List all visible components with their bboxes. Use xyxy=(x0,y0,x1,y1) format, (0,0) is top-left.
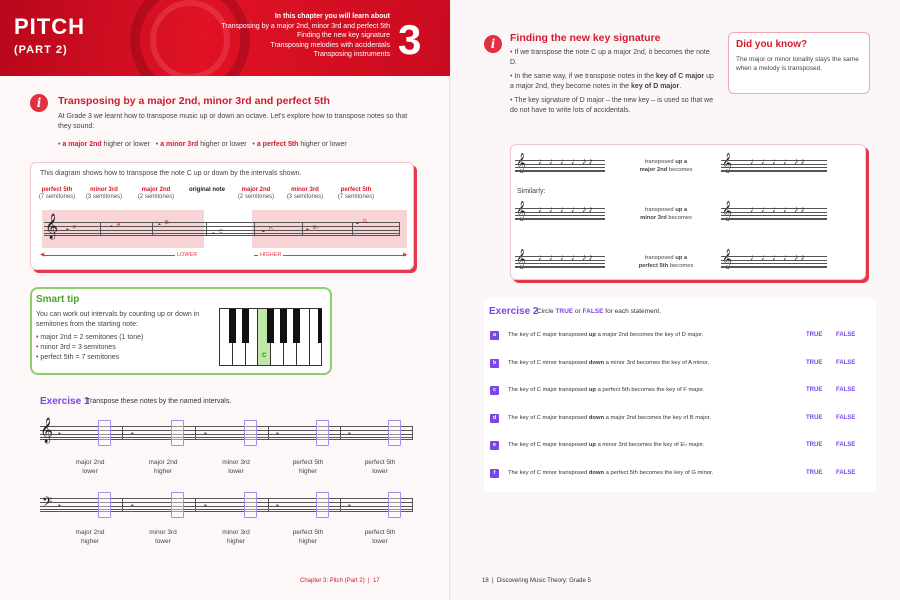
question-letter: d xyxy=(490,414,499,423)
contents-item: Finding the new key signature xyxy=(297,32,390,39)
info-icon: i xyxy=(484,35,502,53)
info-icon: i xyxy=(30,94,48,112)
question-post: a perfect 5th becomes the key of F major. xyxy=(595,387,705,393)
question-letter: a xyxy=(490,331,499,340)
answer-box[interactable] xyxy=(316,492,329,518)
given-note: 𝅝 xyxy=(348,500,351,508)
question-text xyxy=(508,470,713,476)
interval-bullets xyxy=(58,140,438,150)
question-direction: up xyxy=(588,442,596,448)
barline xyxy=(254,222,255,236)
barline xyxy=(340,426,341,440)
interval-caption xyxy=(278,528,338,546)
key-bullet: • If we transpose the note C up a major 2nd, it becomes the note D. xyxy=(510,49,710,66)
caption-line xyxy=(626,206,706,214)
caption-pre: transposed xyxy=(644,255,676,261)
whole-note: 𝅝 xyxy=(356,218,359,226)
did-you-know-title: Did you know? xyxy=(736,39,808,50)
given-note: 𝅝 xyxy=(204,500,207,508)
contents-item: Transposing instruments xyxy=(313,51,390,58)
interval-caption-line: major 2nd xyxy=(75,459,105,466)
note-name: A xyxy=(117,222,121,228)
question-pre: The key of C major transposed xyxy=(508,332,589,338)
smart-tip-list xyxy=(36,333,214,363)
exercise-2-instruction: Circle TRUE or FALSE for each statement. xyxy=(537,308,661,315)
bullet-text: higher or lower xyxy=(101,141,150,148)
exercise-1-staff-bass xyxy=(40,498,412,512)
caption-interval: minor 3rd xyxy=(640,215,667,221)
false-option[interactable]: FALSE xyxy=(836,414,856,421)
false-option[interactable]: FALSE xyxy=(836,359,856,366)
question-direction: up xyxy=(588,332,596,338)
higher-label: HIGHER xyxy=(260,252,282,258)
whole-note: 𝅝 xyxy=(110,221,113,229)
caption-kw: up a xyxy=(675,255,688,261)
note-name: G xyxy=(363,219,367,225)
smart-tip-title: Smart tip xyxy=(36,294,80,305)
whole-note: 𝅝 xyxy=(262,226,265,234)
interval-caption-line: major 2nd xyxy=(148,459,178,466)
caption-line xyxy=(626,158,706,166)
answer-box[interactable] xyxy=(171,492,184,518)
bullet-dot: • xyxy=(252,141,255,148)
interval-caption-line: lower xyxy=(82,468,98,475)
key-bullet: • In the same way, if we transpose notes in the key of C major up a major 2nd, they become notes in the key of D major. xyxy=(510,73,714,90)
barline xyxy=(412,498,413,512)
footer-chapter: Chapter 3: Pitch (Part 2) xyxy=(300,578,365,584)
question-post: a major 2nd becomes the key of B major. xyxy=(604,414,711,421)
question-letter: b xyxy=(490,359,499,368)
question-letter: f xyxy=(490,469,499,478)
interval-caption-line: lower xyxy=(228,468,244,475)
exercise-2-title: Exercise 2 xyxy=(489,306,539,317)
question-direction: up xyxy=(588,387,596,393)
question-text xyxy=(508,387,704,393)
exercise-1-instruction: Transpose these notes by the named intervals. xyxy=(86,398,232,405)
footer-book: Discovering Music Theory: Grade 5 xyxy=(496,578,591,584)
question-text xyxy=(508,360,709,366)
interval-caption xyxy=(278,458,338,476)
given-note: 𝅝 xyxy=(58,428,61,436)
interval-caption xyxy=(133,458,193,476)
interval-caption xyxy=(206,528,266,546)
caption-post: becomes xyxy=(667,167,693,173)
treble-clef-icon: 𝄞 xyxy=(516,249,527,269)
question-pre: The key of C major transposed xyxy=(508,442,589,448)
interval-caption-line: minor 3rd xyxy=(222,459,250,466)
semitone-count: (7 semitones) xyxy=(38,194,76,200)
transposition-caption xyxy=(626,158,706,174)
question-direction: down xyxy=(588,414,605,421)
tip-item: • minor 3rd = 3 semitones xyxy=(36,344,116,351)
key-bullets xyxy=(510,48,715,116)
interval-label xyxy=(231,187,281,201)
question-direction: down xyxy=(588,469,605,476)
question-pre: The key of C major transposed xyxy=(508,414,589,421)
barline xyxy=(152,222,153,236)
answer-box[interactable] xyxy=(388,492,401,518)
bass-clef-icon: 𝄢 xyxy=(42,494,53,513)
contents-item: Transposing melodies with accidentals xyxy=(270,41,390,49)
caption-line xyxy=(626,166,706,174)
semitone-count: (7 semitones) xyxy=(337,194,375,200)
interval-name: original note xyxy=(189,187,225,193)
barline xyxy=(302,222,303,236)
note-name: F xyxy=(73,225,77,231)
bullet-text: higher or lower xyxy=(198,141,247,148)
question-pre: The key of C minor transposed xyxy=(508,469,589,476)
piano-keyboard xyxy=(219,308,322,366)
melody-notes: ♩♩♩♩♪♪ xyxy=(538,156,595,166)
question-letter: c xyxy=(490,386,499,395)
interval-caption-line: higher xyxy=(80,538,100,545)
treble-clef-icon: 𝄞 xyxy=(722,201,733,221)
exercise-1-staff-treble xyxy=(40,426,412,440)
key-bullet: • The key signature of D major – the new key – is used so that we do not have to write lots of accidentals. xyxy=(510,97,714,114)
question-post: a perfect 5th becomes the key of G minor. xyxy=(604,469,714,476)
treble-clef-icon: 𝄞 xyxy=(516,153,527,173)
interval-name: major 2nd xyxy=(241,187,271,193)
page-number: 18 xyxy=(482,578,489,584)
interval-label xyxy=(182,187,232,194)
barline xyxy=(268,426,269,440)
given-note: 𝅝 xyxy=(58,500,61,508)
false-option[interactable]: FALSE xyxy=(836,332,856,338)
true-option[interactable]: TRUE xyxy=(806,359,823,366)
contents-lead: In this chapter you will learn about xyxy=(274,13,390,20)
caption-interval: perfect 5th xyxy=(638,263,669,269)
bullet-keyword: a minor 3rd xyxy=(160,141,199,148)
barline xyxy=(122,498,123,512)
semitone-count: (2 semitones) xyxy=(137,194,175,200)
exercise-2-panel xyxy=(484,298,876,492)
note-name: B♭ xyxy=(165,220,171,226)
given-note: 𝅝 xyxy=(131,500,134,508)
footer-left: Chapter 3: Pitch (Part 2) | 17 xyxy=(300,578,380,584)
section-heading: Finding the new key signature xyxy=(510,32,661,44)
true-option[interactable]: TRUE xyxy=(806,414,823,421)
interval-name: perfect 5th xyxy=(340,187,372,193)
page-gutter xyxy=(449,0,451,600)
caption-line xyxy=(626,214,706,222)
question-text xyxy=(508,442,704,448)
true-option[interactable]: TRUE xyxy=(806,442,823,448)
tip-item: • perfect 5th = 7 semitones xyxy=(36,354,120,361)
lower-label: LOWER xyxy=(177,252,198,258)
interval-caption-line: perfect 5th xyxy=(292,459,324,466)
interval-label xyxy=(280,187,330,201)
answer-box[interactable] xyxy=(244,420,257,446)
transposition-caption xyxy=(626,206,706,222)
interval-caption xyxy=(206,458,266,476)
barline xyxy=(100,222,101,236)
note-name: E♭ xyxy=(313,225,319,231)
question-text xyxy=(508,332,703,338)
barline xyxy=(412,426,413,440)
answer-box[interactable] xyxy=(316,420,329,446)
bullet-dot: • xyxy=(58,141,61,148)
true-option[interactable]: TRUE xyxy=(806,469,823,476)
interval-caption-line: major 2nd xyxy=(75,529,105,536)
barline xyxy=(195,498,196,512)
melody-notes: ♩♩♩♩♪♪ xyxy=(538,252,595,262)
bullet-keyword: a major 2nd xyxy=(62,141,102,148)
barline xyxy=(340,498,341,512)
page-number: 17 xyxy=(372,578,380,584)
did-you-know-text: The major or minor tonality stays the same when a melody is transposed. xyxy=(736,56,859,72)
treble-clef-icon: 𝄞 xyxy=(516,201,527,221)
tip-item: • major 2nd = 2 semitones (1 tone) xyxy=(36,334,144,341)
melody-notes: ♩♩♩♩♪♪ xyxy=(750,204,807,214)
melody-notes: ♩♩♩♩♪♪ xyxy=(538,204,595,214)
answer-box[interactable] xyxy=(171,420,184,446)
question-text xyxy=(508,415,711,421)
whole-note: 𝅝 xyxy=(212,228,215,236)
interval-caption xyxy=(133,528,193,546)
semitone-count: (3 semitones) xyxy=(286,194,324,200)
barline xyxy=(399,222,400,236)
melody-notes: ♩♩♩♩♪♪ xyxy=(750,252,807,262)
caption-pre: transposed xyxy=(644,159,676,165)
caption-line xyxy=(626,262,706,270)
semitone-count: (3 semitones) xyxy=(85,194,123,200)
question-pre: The key of C minor transposed xyxy=(508,359,589,366)
note-name: C xyxy=(219,229,223,235)
interval-caption-line: higher xyxy=(298,538,318,545)
interval-caption xyxy=(60,528,120,546)
true-option[interactable]: TRUE xyxy=(806,332,823,338)
given-note: 𝅝 xyxy=(276,428,279,436)
given-note: 𝅝 xyxy=(348,428,351,436)
note-name: D xyxy=(269,227,273,233)
interval-name: perfect 5th xyxy=(41,187,73,193)
interval-caption-line: minor 3rd xyxy=(149,529,177,536)
caption-kw: up a xyxy=(675,207,688,213)
treble-clef-icon: 𝄞 xyxy=(40,418,54,443)
barline xyxy=(206,222,207,236)
chapter-title: PITCH xyxy=(14,14,85,39)
interval-caption-line: lower xyxy=(372,538,388,545)
barline xyxy=(268,498,269,512)
semitone-count: (2 semitones) xyxy=(237,194,275,200)
question-post: a major 2nd becomes the key of D major. xyxy=(595,332,704,338)
interval-label xyxy=(331,187,381,201)
interval-caption xyxy=(60,458,120,476)
given-note: 𝅝 xyxy=(276,500,279,508)
false-option[interactable]: FALSE xyxy=(836,442,856,448)
treble-clef-icon: 𝄞 xyxy=(45,214,59,239)
exercise-1-title: Exercise 1 xyxy=(40,396,90,407)
transposition-caption xyxy=(626,254,706,270)
interval-label xyxy=(79,187,129,201)
chapter-subtitle: (PART 2) xyxy=(14,44,68,56)
melody-notes: ♩♩♩♩♪♪ xyxy=(750,156,807,166)
chapter-contents xyxy=(190,12,390,60)
interval-label xyxy=(131,187,181,201)
section-intro: At Grade 3 we learnt how to transpose music up or down an octave. Let's explore how to transpose notes so that they sound: xyxy=(58,113,408,130)
bullet-text: higher or lower xyxy=(298,141,347,148)
true-option[interactable]: TRUE xyxy=(806,387,823,393)
interval-caption-line: higher xyxy=(226,538,246,545)
arrow-left-icon: ◀ xyxy=(40,252,45,258)
bullet-dot: • xyxy=(155,141,159,148)
barline xyxy=(122,426,123,440)
whole-note: 𝅝 xyxy=(66,224,69,232)
caption-line xyxy=(626,254,706,262)
false-option[interactable]: FALSE xyxy=(836,469,856,476)
question-letter: e xyxy=(490,441,499,450)
interval-caption-line: perfect 5th xyxy=(364,529,396,536)
interval-caption-line: higher xyxy=(298,468,318,475)
caption-interval: major 2nd xyxy=(639,167,668,173)
whole-note: 𝅝 xyxy=(158,219,161,227)
piano-key-label: C xyxy=(262,353,267,359)
arrow-right-icon: ▶ xyxy=(403,252,408,258)
question-direction: down xyxy=(588,359,605,366)
question-pre: The key of C major transposed xyxy=(508,387,589,393)
treble-clef-icon: 𝄞 xyxy=(722,249,733,269)
answer-box[interactable] xyxy=(98,420,111,446)
barline xyxy=(352,222,353,236)
barline xyxy=(195,426,196,440)
contents-item: Transposing by a major 2nd, minor 3rd and perfect 5th xyxy=(221,22,390,30)
smart-tip-text: You can work out intervals by counting up or down in semitones from the starting note: xyxy=(36,311,200,328)
interval-label xyxy=(32,187,82,201)
caption-post: becomes xyxy=(666,215,692,221)
interval-caption-line: perfect 5th xyxy=(292,529,324,536)
answer-box[interactable] xyxy=(98,492,111,518)
caption-post: becomes xyxy=(668,263,694,269)
bullet-keyword: a perfect 5th xyxy=(256,141,299,148)
whole-note: 𝅝 xyxy=(306,224,309,232)
interval-name: minor 3rd xyxy=(291,187,319,193)
similarly-label: Similarly: xyxy=(517,188,546,195)
caption-kw: up a xyxy=(675,159,688,165)
given-note: 𝅝 xyxy=(131,428,134,436)
false-option[interactable]: FALSE xyxy=(836,387,856,393)
question-post: a minor 3rd becomes the key of A minor. xyxy=(604,359,710,366)
interval-caption-line: perfect 5th xyxy=(364,459,396,466)
diagram-caption: This diagram shows how to transpose the note C up or down by the intervals shown. xyxy=(40,170,302,177)
footer-right: 18 | Discovering Music Theory: Grade 5 xyxy=(482,578,591,584)
interval-name: minor 3rd xyxy=(90,187,118,193)
question-post: a minor 3rd becomes the key of E♭ major. xyxy=(595,442,705,448)
section-heading: Transposing by a major 2nd, minor 3rd and perfect 5th xyxy=(58,95,330,107)
given-note: 𝅝 xyxy=(204,428,207,436)
interval-caption xyxy=(350,458,410,476)
treble-clef-icon: 𝄞 xyxy=(722,153,733,173)
interval-caption xyxy=(350,528,410,546)
chapter-number: 3 xyxy=(398,16,422,63)
interval-caption-line: minor 3rd xyxy=(222,529,250,536)
interval-caption-line: lower xyxy=(155,538,171,545)
interval-caption-line: higher xyxy=(153,468,173,475)
caption-pre: transposed xyxy=(644,207,676,213)
interval-name: major 2nd xyxy=(141,187,171,193)
answer-box[interactable] xyxy=(244,492,257,518)
answer-box[interactable] xyxy=(388,420,401,446)
interval-caption-line: lower xyxy=(372,468,388,475)
